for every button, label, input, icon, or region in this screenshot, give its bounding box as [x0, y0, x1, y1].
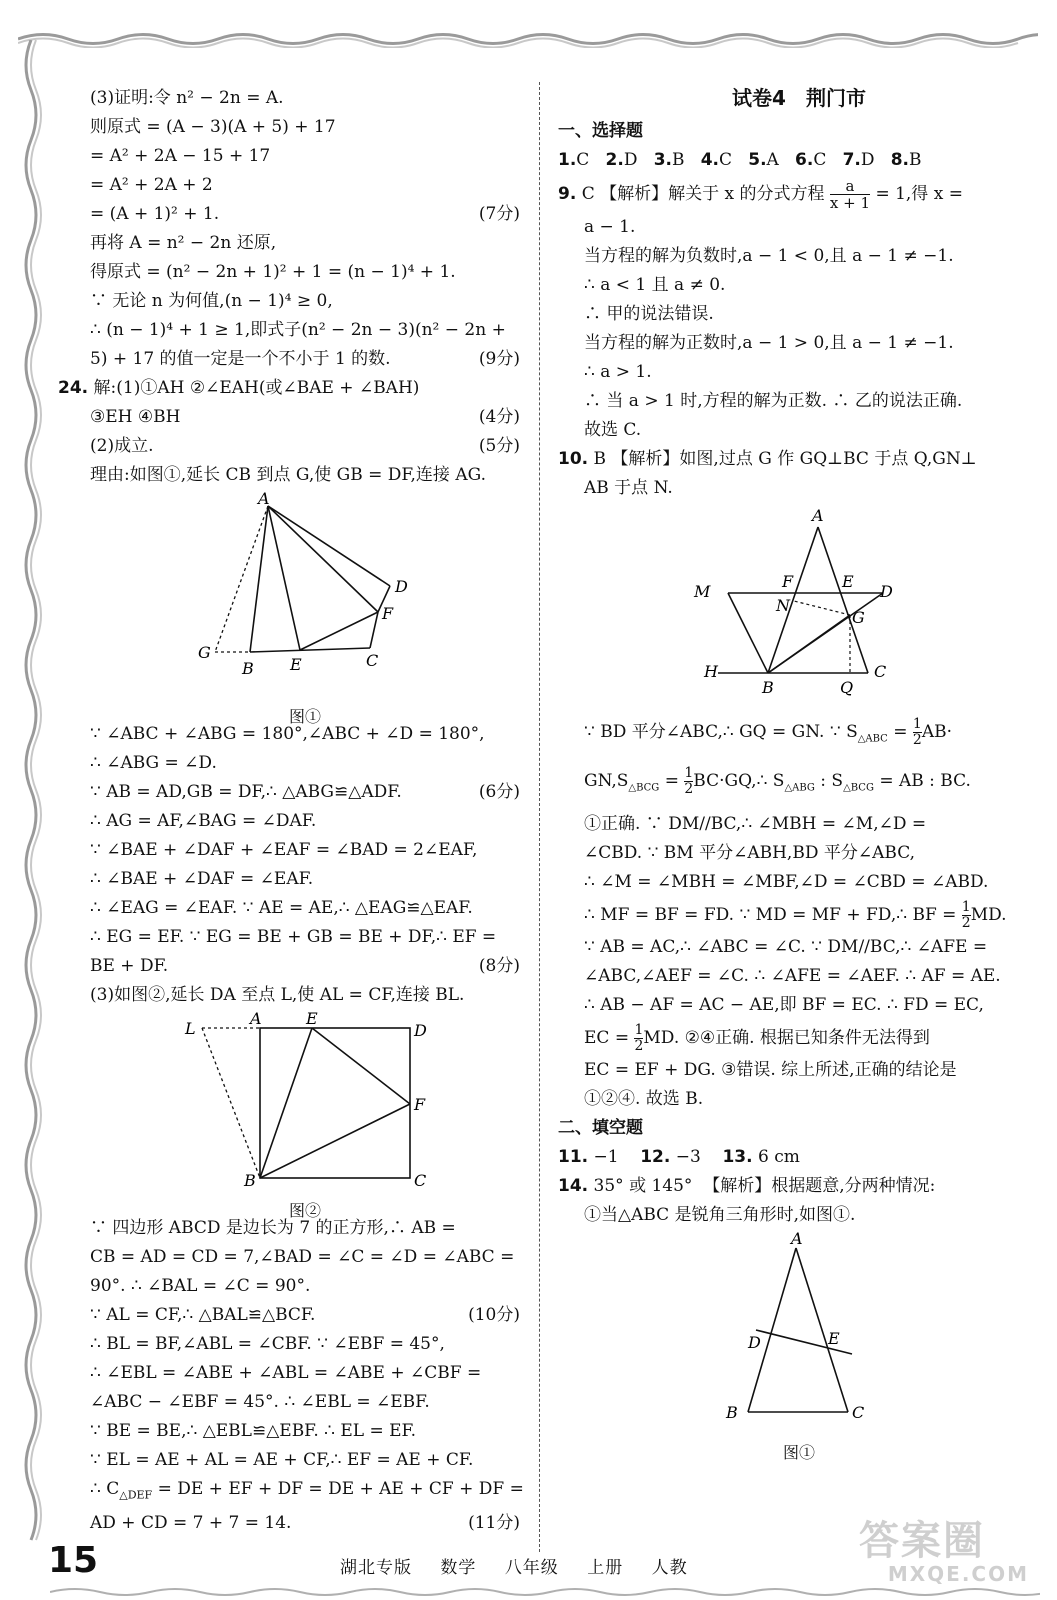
point-label: D [880, 582, 893, 601]
question-number: 9. [558, 184, 577, 204]
proof-line: ∵ 无论 n 为何值,(n − 1)⁴ ≥ 0, [90, 291, 333, 311]
fraction: $\frac{a}{x + 1}$ [829, 177, 871, 212]
analysis-line: ①②④. 故选 B. [584, 1088, 704, 1109]
figure-q14 [568, 1231, 1030, 1462]
score: (8分) [478, 956, 520, 976]
footer-term: 上册 [587, 1558, 624, 1578]
figure-2-caption: 图② [288, 1201, 321, 1220]
proof-line: (2)成立. (5分) [90, 432, 520, 461]
section-heading: 一、选择题 [558, 121, 643, 141]
point-label: A [812, 506, 824, 525]
proof-line: = A² + 2A − 15 + 17 [90, 146, 271, 166]
page-number: 15 [48, 1540, 99, 1581]
analysis-line: ∠ABC,∠AEF = ∠C. ∴ ∠AFE = ∠AEF. ∴ AF = AE. [584, 965, 1001, 986]
point-label: G [852, 608, 865, 627]
fraction: $\frac{1}{2}$ [961, 898, 971, 931]
proof-line: ∴ ∠BAE + ∠DAF = ∠EAF. [90, 869, 314, 889]
section-heading: 二、填空题 [558, 1117, 643, 1138]
proof-line: ∴ ∠EBL = ∠ABE + ∠ABL = ∠ABE + ∠CBF = [90, 1363, 482, 1383]
footer [340, 1553, 710, 1578]
proof-line: = A² + 2A + 2 [90, 175, 213, 195]
point-label: B [762, 678, 774, 697]
right-column [558, 84, 1030, 1462]
point-label: L [185, 1019, 196, 1038]
proof-line: ∵ ∠ABC + ∠ABG = 180°,∠ABC + ∠D = 180°, [90, 724, 485, 744]
point-label: A [258, 492, 270, 508]
analysis-line: EC = EF + DG. ③错误. 综上所述,正确的结论是 [584, 1059, 957, 1080]
point-label: B [244, 1171, 256, 1186]
proof-line: ∵ ∠BAE + ∠DAF + ∠EAF = ∠BAD = 2∠EAF, [90, 840, 478, 860]
figure-1 [90, 492, 520, 726]
point-label: C [852, 1402, 865, 1422]
analysis-line: 当方程的解为负数时,a − 1 < 0,且 a − 1 ≠ −1. [584, 246, 954, 266]
fraction: $\frac{1}{2}$ [684, 765, 694, 798]
analysis-line: ∵ AB = AC,∴ ∠ABC = ∠C. ∵ DM//BC,∴ ∠AFE = [584, 936, 988, 957]
proof-line: 则原式 = (A − 3)(A + 5) + 17 [90, 117, 336, 137]
question-number: 10. [558, 449, 589, 469]
figure-1-diagram [90, 492, 520, 692]
point-label: M [694, 582, 711, 601]
proof-line: BE + DF. (8分) [90, 952, 520, 981]
footer-region: 湖北专版 [340, 1558, 412, 1578]
point-label: E [842, 572, 854, 591]
point-label: E [828, 1328, 840, 1348]
proof-line: CB = AD = CD = 7,∠BAD = ∠C = ∠D = ∠ABC = [90, 1247, 515, 1267]
analysis-line: ∴ ∠M = ∠MBH = ∠MBF,∠D = ∠CBD = ∠ABD. [584, 871, 989, 892]
figure-q10-diagram [568, 505, 1028, 705]
proof-line: ∴ EG = EF. ∵ EG = BE + GB = BE + DF,∴ EF = [90, 927, 497, 947]
analysis-line: ∴ MF = BF = FD. ∵ MD = MF + FD,∴ BF = $\frac{1}{2}$ MD. [584, 898, 1007, 931]
left-column [58, 84, 524, 1538]
question-9: 9. C 【解析】解关于 x 的分式方程 $\frac{a}{x + 1}$ = 1,得 x = [558, 177, 963, 212]
analysis-line: AB 于点 N. [584, 478, 673, 498]
proof-line: ∴ ∠ABG = ∠D. [90, 753, 217, 773]
figure-q14-caption: 图① [782, 1442, 815, 1462]
fill-blank-answers: 11. −1 12. −3 13. 6 cm [558, 1146, 800, 1167]
analysis-line: ∴ a < 1 且 a ≠ 0. [584, 275, 726, 295]
proof-line: ∴ AG = AF,∠BAG = ∠DAF. [90, 811, 317, 831]
figure-q14-diagram [568, 1232, 1028, 1428]
point-label: Q [840, 678, 854, 697]
analysis-line: ∴ AB − AF = AC − AE,即 BF = EC. ∴ FD = EC, [584, 994, 984, 1015]
point-label: G [198, 643, 211, 662]
analysis-line: ∠CBD. ∵ BM 平分∠ABH,BD 平分∠ABC, [584, 842, 916, 863]
proof-line: ∴ BL = BF,∠ABL = ∠CBF. ∵ ∠EBF = 45°, [90, 1334, 445, 1354]
point-label: C [414, 1171, 427, 1186]
point-label: A [791, 1231, 803, 1248]
fraction: $\frac{1}{2}$ [634, 1021, 644, 1054]
point-label: D [748, 1332, 761, 1352]
proof-line: 再将 A = n² − 2n 还原, [90, 233, 277, 253]
point-label: B [242, 659, 254, 678]
score: (11分) [468, 1513, 520, 1534]
proof-line: = (A + 1)² + 1. (7分) [90, 200, 520, 229]
proof-line: ∴ (n − 1)⁴ + 1 ≥ 1,即式子(n² − 2n − 3)(n² − 2n + [90, 320, 506, 340]
point-label: N [776, 596, 790, 615]
point-label: B [726, 1402, 738, 1422]
point-label: A [250, 1012, 262, 1028]
watermark-logo: 答案圈 [859, 1518, 985, 1564]
footer-grade: 八年级 [504, 1558, 559, 1578]
question-number: 14. [558, 1175, 589, 1196]
decorative-top-border [18, 30, 1038, 48]
proof-line: ∵ BE = BE,∴ △EBL≌△EBF. ∴ EL = EF. [90, 1421, 417, 1441]
fraction: $\frac{1}{2}$ [912, 716, 922, 748]
score: (7分) [478, 204, 520, 224]
watermark-url: MXQE.COM [887, 1562, 1029, 1586]
analysis-line: ∴ 当 a > 1 时,方程的解为正数. ∴ 乙的说法正确. [584, 391, 963, 411]
question-10: 10. B 【解析】如图,过点 G 作 GQ⊥BC 于点 Q,GN⊥ [558, 449, 977, 469]
figure-2 [90, 1012, 520, 1220]
score: (5分) [478, 436, 520, 456]
proof-line: (3)证明:令 n² − 2n = A. [90, 88, 284, 108]
analysis-line: ∴ a > 1. [584, 362, 652, 382]
proof-line: 5) + 17 的值一定是一个不小于 1 的数. (9分) [90, 345, 520, 374]
question-number: 24. [58, 378, 89, 398]
score: (4分) [478, 407, 520, 427]
analysis-line: ∴ 甲的说法错误. [584, 304, 714, 324]
figure-1-caption: 图① [288, 707, 321, 726]
point-label: D [395, 577, 408, 596]
analysis-line: ①当△ABC 是锐角三角形时,如图①. [584, 1204, 856, 1225]
proof-line: ∠ABC − ∠EBF = 45°. ∴ ∠EBL = ∠EBF. [90, 1392, 430, 1412]
point-label: C [874, 662, 887, 681]
analysis-line: a − 1. [584, 217, 636, 237]
question-24: 24. 解:(1)①AH ②∠EAH(或∠BAE + ∠BAH) [58, 378, 420, 398]
proof-line: ∴ ∠EAG = ∠EAF. ∵ AE = AE,∴ △EAG≌△EAF. [90, 898, 473, 918]
figure-q10 [568, 505, 1030, 709]
point-label: D [414, 1021, 427, 1040]
proof-line: ③EH ④BH (4分) [90, 403, 520, 432]
proof-line: (3)如图②,延长 DA 至点 L,使 AL = CF,连接 BL. [90, 985, 465, 1005]
analysis-line: EC = $\frac{1}{2}$ MD. ②④正确. 根据已知条件无法得到 [584, 1021, 930, 1054]
score: (10分) [468, 1305, 520, 1325]
paper-title: 试卷4 荆门市 [732, 86, 866, 110]
footer-edition: 人教 [651, 1558, 688, 1578]
analysis-line: ∵ BD 平分∠ABC,∴ GQ = GN. ∵ $S_{\triangle ABC}$ = $\frac{1}{2}$ AB· [584, 716, 952, 748]
point-label: F [382, 604, 394, 623]
analysis-line: ①正确. ∵ DM//BC,∴ ∠MBH = ∠M,∠D = [584, 813, 927, 834]
proof-line: ∴ $C_{\triangle DEF}$ = DE + EF + DF = DE + AE + CF + DF = [90, 1479, 524, 1502]
figure-2-diagram [90, 1012, 520, 1186]
question-14: 14. 35° 或 145° 【解析】根据题意,分两种情况: [558, 1175, 936, 1196]
point-label: F [414, 1095, 426, 1114]
point-label: C [366, 651, 379, 670]
proof-line: ∵ AL = CF,∴ △BAL≌△BCF. (10分) [90, 1301, 520, 1330]
column-divider [539, 82, 540, 1552]
analysis-line: 当方程的解为正数时,a − 1 > 0,且 a − 1 ≠ −1. [584, 333, 954, 353]
proof-line: 理由:如图①,延长 CB 到点 G,使 GB = DF,连接 AG. [90, 465, 486, 485]
point-label: F [782, 572, 794, 591]
score: (9分) [478, 349, 520, 369]
watermark [859, 1520, 1029, 1590]
decorative-left-border [18, 40, 44, 1550]
proof-line: ∵ AB = AD,GB = DF,∴ △ABG≌△ADF. (6分) [90, 778, 520, 807]
proof-line: ∵ 四边形 ABCD 是边长为 7 的正方形,∴ AB = [90, 1218, 456, 1238]
proof-line: 得原式 = (n² − 2n + 1)² + 1 = (n − 1)⁴ + 1. [90, 262, 456, 282]
point-label: E [306, 1012, 318, 1028]
multiple-choice-answers: 1.C 2.D 3.B 4.C 5.A 6.C 7.D 8.B [558, 150, 922, 170]
point-label: E [290, 655, 302, 674]
proof-line: 90°. ∴ ∠BAL = ∠C = 90°. [90, 1276, 311, 1296]
proof-line: ∵ EL = AE + AL = AE + CF,∴ EF = AE + CF. [90, 1450, 474, 1470]
point-label: H [704, 662, 718, 681]
analysis-line: 故选 C. [584, 420, 642, 440]
footer-subject: 数学 [440, 1558, 477, 1578]
proof-line: AD + CD = 7 + 7 = 14. (11分) [90, 1509, 520, 1538]
score: (6分) [478, 782, 520, 802]
analysis-line: $GN,S_{\triangle BCG}$ = $\frac{1}{2}$ BC·GQ,∴ $S_{\triangle ABG}$ : $S_{\triangle BCG}$ = AB : BC. [584, 765, 971, 798]
